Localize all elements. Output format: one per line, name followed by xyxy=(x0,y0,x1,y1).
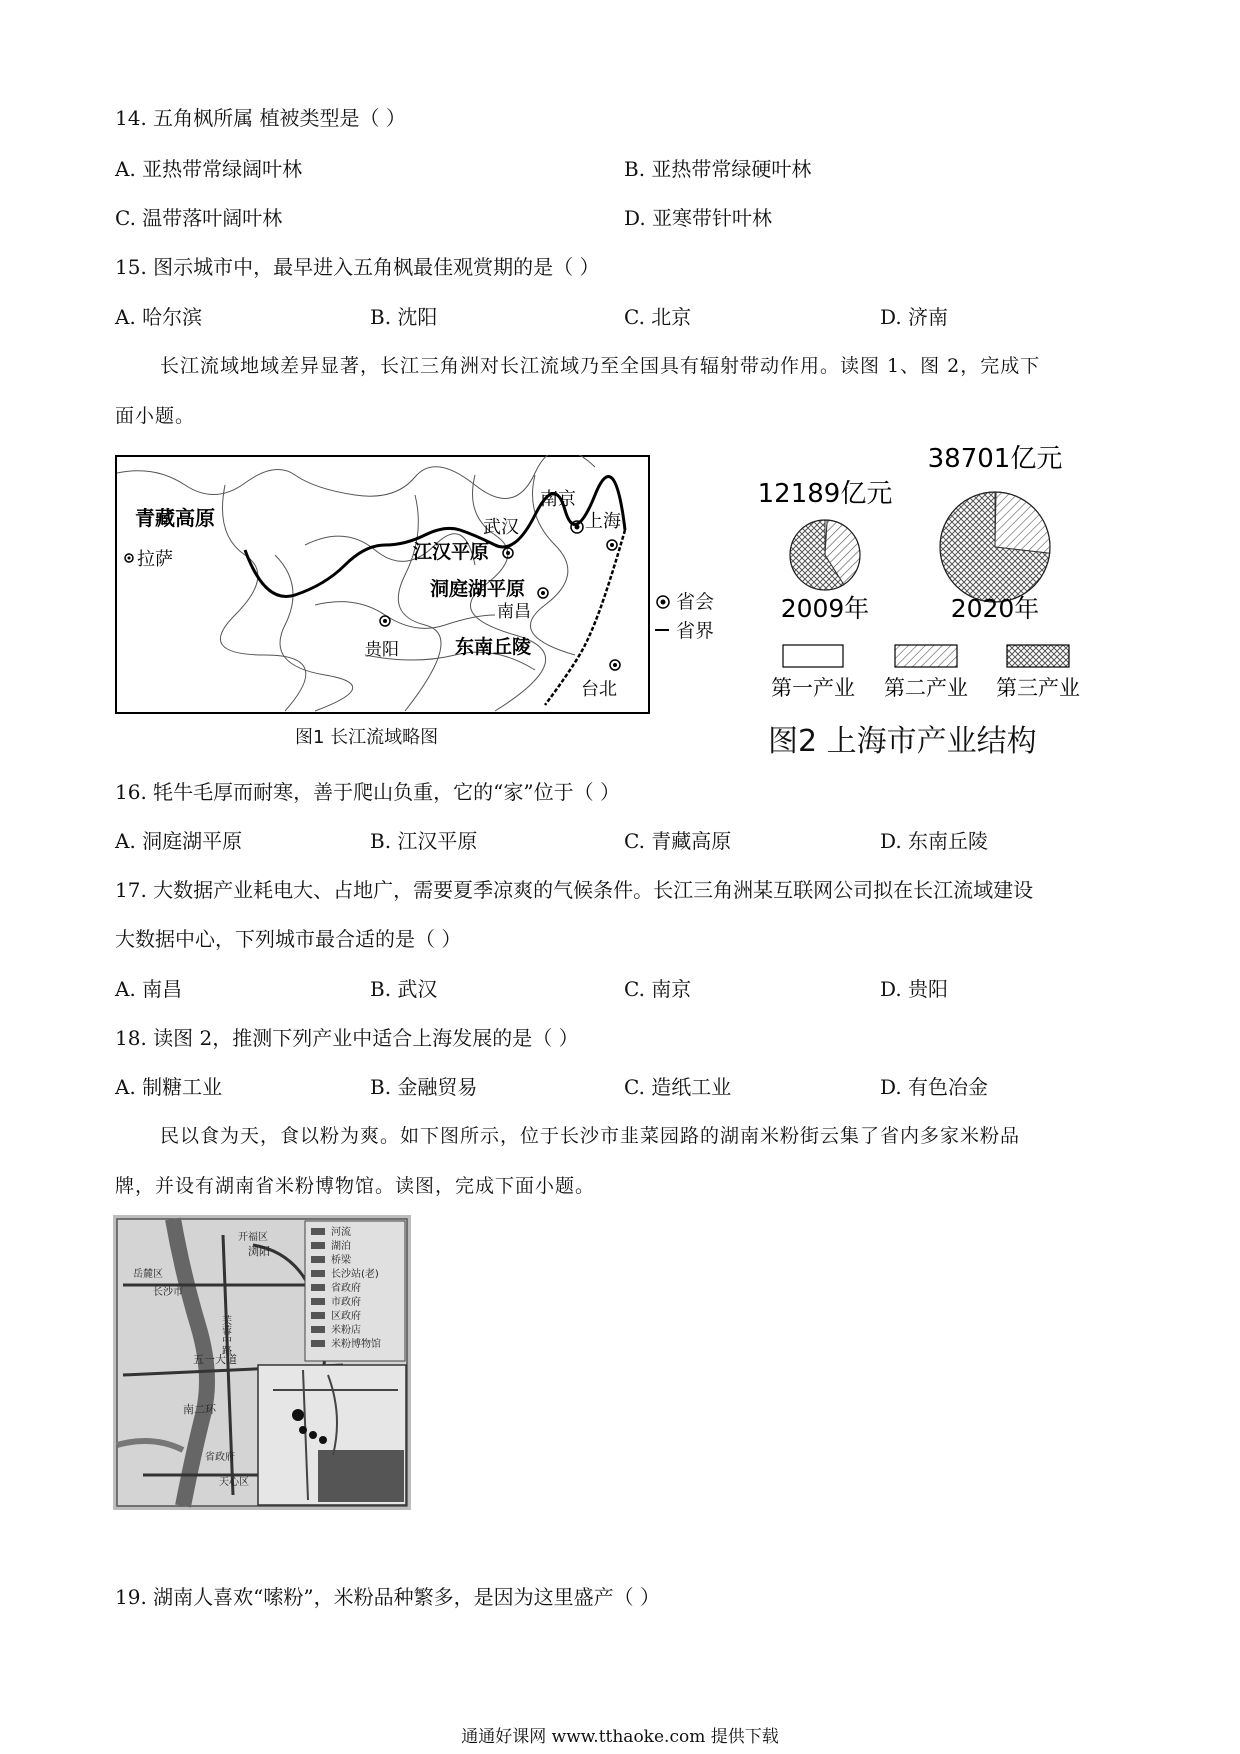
label-wuhan: 武汉 xyxy=(483,517,519,538)
label-taibei: 台北 xyxy=(581,679,617,700)
legend-primary: 第一产业 xyxy=(771,676,855,700)
intro1-line2: 面小题。 xyxy=(115,405,196,427)
q16-option-a: A. 洞庭湖平原 xyxy=(115,829,243,853)
intro2-line2: 牌，并设有湖南省米粉博物馆。读图，完成下面小题。 xyxy=(115,1175,596,1197)
figure1-caption: 图1 长江流域略图 xyxy=(295,727,439,748)
label-guiyang: 贵阳 xyxy=(365,640,399,660)
legend-swatch-tertiary xyxy=(1007,645,1069,667)
label-dongting: 洞庭湖平原 xyxy=(430,578,526,600)
q14-stem: 14. 五角枫所属 植被类型是（ ） xyxy=(115,106,406,130)
q17-option-a: A. 南昌 xyxy=(115,977,183,1001)
map2-legend-label: 河流 xyxy=(331,1227,351,1238)
legend-swatch-primary xyxy=(783,645,843,667)
map2-label-kaifu: 开福区 xyxy=(238,1232,268,1243)
map2-legend-symbol xyxy=(311,1228,325,1235)
map2-legend-symbol xyxy=(311,1256,325,1263)
legend-tertiary: 第三产业 xyxy=(996,676,1080,700)
q18-option-a: A. 制糖工业 xyxy=(115,1075,223,1099)
map2-label-liuyang: 浏阳 xyxy=(248,1245,270,1258)
figure2-pie-charts xyxy=(745,435,1115,735)
q17-option-b: B. 武汉 xyxy=(370,977,438,1001)
q15-option-d: D. 济南 xyxy=(880,305,949,329)
map2-legend-label: 湖泊 xyxy=(331,1241,351,1252)
label-qingzang: 青藏高原 xyxy=(135,506,215,530)
q14-option-a: A. 亚热带常绿阔叶林 xyxy=(115,157,303,181)
q18-option-b: B. 金融贸易 xyxy=(370,1075,478,1099)
map2-label-wuyi: 五一大道 xyxy=(193,1353,237,1366)
map2-label-tianxin: 天心区 xyxy=(219,1477,249,1488)
legend-secondary: 第二产业 xyxy=(884,676,968,700)
q14-option-c: C. 温带落叶阔叶林 xyxy=(115,206,283,230)
label-shanghai: 上海 xyxy=(585,511,621,532)
map2-legend-label: 米粉店 xyxy=(331,1325,361,1336)
q16-option-c: C. 青藏高原 xyxy=(624,829,732,853)
q15-option-c: C. 北京 xyxy=(624,305,692,329)
changsha-rice-noodle-map xyxy=(113,1215,411,1510)
q16-option-b: B. 江汉平原 xyxy=(370,829,478,853)
q18-option-d: D. 有色冶金 xyxy=(880,1075,989,1099)
legend-capital: 省会 xyxy=(676,591,715,613)
q15-option-b: B. 沈阳 xyxy=(370,305,438,329)
q15-option-a: A. 哈尔滨 xyxy=(115,305,203,329)
intro1-line1: 长江流域地域差异显著，长江三角洲对长江流域乃至全国具有辐射带动作用。读图 1、图 2，完成下 xyxy=(160,355,1041,377)
q17-stem-line1: 17. 大数据产业耗电大、占地广，需要夏季凉爽的气候条件。长江三角洲某互联网公司拟在长江流域建设 xyxy=(115,878,1034,902)
label-jianghan: 江汉平原 xyxy=(413,541,490,563)
label-nanchang: 南昌 xyxy=(497,602,531,622)
map2-legend-label: 省政府 xyxy=(331,1283,361,1294)
label-lasa: 拉萨 xyxy=(137,549,173,570)
label-nanjing: 南京 xyxy=(540,489,576,510)
q16-stem: 16. 牦牛毛厚而耐寒，善于爬山负重，它的“家”位于（ ） xyxy=(115,780,620,804)
map2-label-shengzhengfu: 省政府 xyxy=(205,1452,235,1463)
map2-label-furong: 芙蓉中路 xyxy=(219,1315,231,1355)
map2-legend-symbol xyxy=(311,1326,325,1333)
q19-stem: 19. 湖南人喜欢“嗦粉”，米粉品种繁多，是因为这里盛产（ ） xyxy=(115,1585,660,1609)
q17-option-d: D. 贵阳 xyxy=(880,977,949,1001)
figure1-yangtze-map xyxy=(115,455,650,715)
q17-stem-line2: 大数据中心，下列城市最合适的是（ ） xyxy=(115,927,462,951)
q15-stem: 15. 图示城市中，最早进入五角枫最佳观赏期的是（ ） xyxy=(115,255,600,279)
map2-legend-symbol xyxy=(311,1270,325,1277)
map2-legend-label: 长沙站(老) xyxy=(331,1269,379,1280)
map2-legend-symbol xyxy=(311,1298,325,1305)
map2-legend-label: 市政府 xyxy=(331,1297,361,1308)
footer-download-note: 通通好课网 www.tthaoke.com 提供下载 xyxy=(461,1727,779,1747)
q14-option-b: B. 亚热带常绿硬叶林 xyxy=(624,157,812,181)
map2-legend-symbol xyxy=(311,1312,325,1319)
pie2-slice-2 xyxy=(995,492,1050,553)
label-dongnan: 东南丘陵 xyxy=(455,636,532,658)
pie2-total-label: 38701亿元 xyxy=(927,444,1063,474)
map2-legend-symbol xyxy=(311,1284,325,1291)
map2-label-changsha: 长沙市 xyxy=(153,1287,183,1298)
q18-option-c: C. 造纸工业 xyxy=(624,1075,732,1099)
map2-legend-label: 区政府 xyxy=(331,1311,361,1322)
q16-option-d: D. 东南丘陵 xyxy=(880,829,989,853)
legend-boundary: 省界 xyxy=(676,620,715,642)
pie2-year: 2020年 xyxy=(950,594,1040,623)
q18-stem: 18. 读图 2，推测下列产业中适合上海发展的是（ ） xyxy=(115,1026,579,1050)
map2-legend-label: 桥梁 xyxy=(331,1255,351,1266)
q17-option-c: C. 南京 xyxy=(624,977,692,1001)
map2-legend-label: 米粉博物馆 xyxy=(331,1339,381,1350)
legend-swatch-secondary xyxy=(895,645,957,667)
figure2-caption: 图2 上海市产业结构 xyxy=(768,724,1037,759)
map2-label-yuelu: 岳麓区 xyxy=(133,1269,163,1280)
pie1-total-label: 12189亿元 xyxy=(757,479,893,509)
map2-legend-symbol xyxy=(311,1242,325,1249)
intro2-line1: 民以食为天，食以粉为爽。如下图所示，位于长沙市韭菜园路的湖南米粉街云集了省内多家米粉品 xyxy=(160,1125,1021,1147)
map2-legend-symbol xyxy=(311,1340,325,1347)
map2-label-nanerhuan: 南二环 xyxy=(183,1403,216,1416)
q14-option-d: D. 亚寒带针叶林 xyxy=(624,206,773,230)
pie1-year: 2009年 xyxy=(780,594,870,623)
